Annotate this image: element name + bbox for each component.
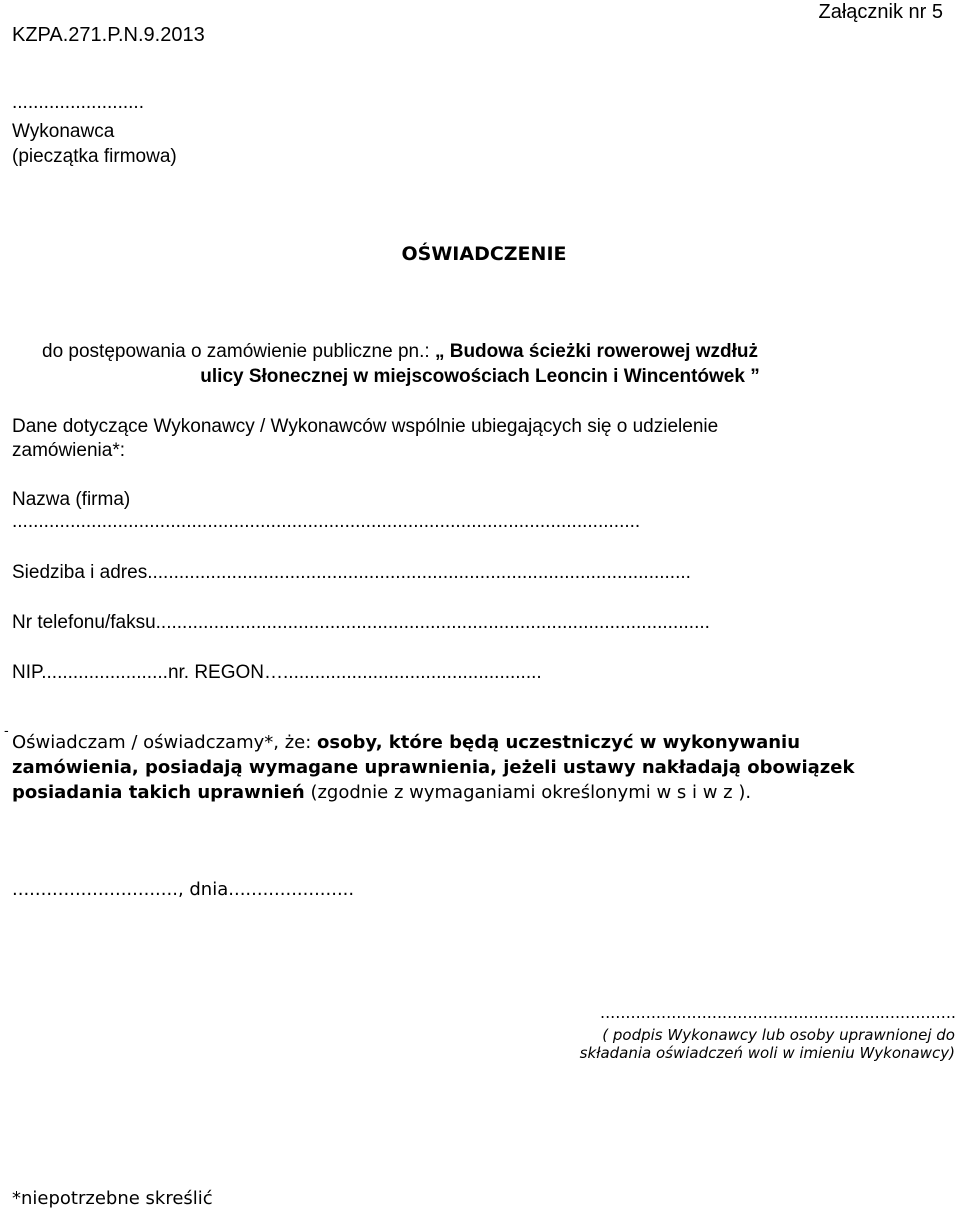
address-label: Siedziba i adres [12,562,148,583]
regon-label: nr. REGON [167,662,265,683]
nip-label: NIP [12,662,42,683]
declaration-line-1 [12,732,800,753]
declaration-bold-3: posiadania takich uprawnień [12,782,305,803]
phone-field-row[interactable] [12,612,924,634]
stamp-dots: ......................... [12,92,144,113]
place-dots: ............................. [12,879,178,900]
company-stamp-label: (pieczątka firmowa) [12,146,177,167]
declaration-lead: Oświadczam / oświadczamy*, że: [12,732,318,753]
signature-caption-line1: ( podpis Wykonawcy lub osoby uprawnionej do [602,1026,955,1044]
document-title: OŚWIADCZENIE [401,243,567,265]
regon-dots: …................................................. [264,662,542,683]
declaration-line-2: zamówienia, posiadają wymagane uprawnienia, jeżeli ustawy nakładają obowiązek [12,757,855,778]
place-date-row[interactable] [12,879,354,900]
declaration-tail: (zgodnie z wymaganiami określonymi w s i w z ). [304,782,752,803]
quote-open: „ [434,341,445,362]
contractor-data-intro-line1: Dane dotyczące Wykonawcy / Wykonawców wspólnie ubiegających się o udzielenie [12,416,719,437]
company-name-field[interactable]: ....................................................................................................................... [12,511,641,532]
document-reference: KZPA.271.P.N.9.2013 [12,24,205,46]
address-dots: ....................................................................................................... [147,562,691,583]
declaration-line-3 [12,782,751,803]
nip-dots: ........................ [41,662,168,683]
project-name-part1: Budowa ścieżki rowerowej wzdłuż [444,341,759,362]
company-name-label: Nazwa (firma) [12,489,131,510]
address-field-row[interactable] [12,562,924,584]
annex-number: Załącznik nr 5 [818,1,943,23]
phone-label: Nr telefonu/faksu [12,612,156,633]
signature-dots[interactable]: ...................................................................... [599,1003,956,1022]
phone-dots: ......................................................................................................... [155,612,710,633]
date-label: , dnia [177,879,229,900]
declaration-bullet: - [4,724,9,739]
contractor-data-intro-line2: zamówienia*: [12,440,125,461]
contractor-label: Wykonawca [12,121,115,142]
footnote: *niepotrzebne skreślić [12,1188,213,1209]
subject-line-1 [42,341,758,363]
nip-regon-row[interactable] [12,662,924,684]
declaration-bold-1: osoby, które będą uczestniczyć w wykonywaniu [317,732,801,753]
subject-prefix: do postępowania o zamówienie publiczne pn.: [42,341,435,362]
project-name-part2: ulicy Słonecznej w miejscowościach Leoncin i Wincentówek ” [200,366,760,387]
signature-caption-line2: składania oświadczeń woli w imieniu Wykonawcy) [579,1044,955,1062]
date-dots: ...................... [228,879,355,900]
